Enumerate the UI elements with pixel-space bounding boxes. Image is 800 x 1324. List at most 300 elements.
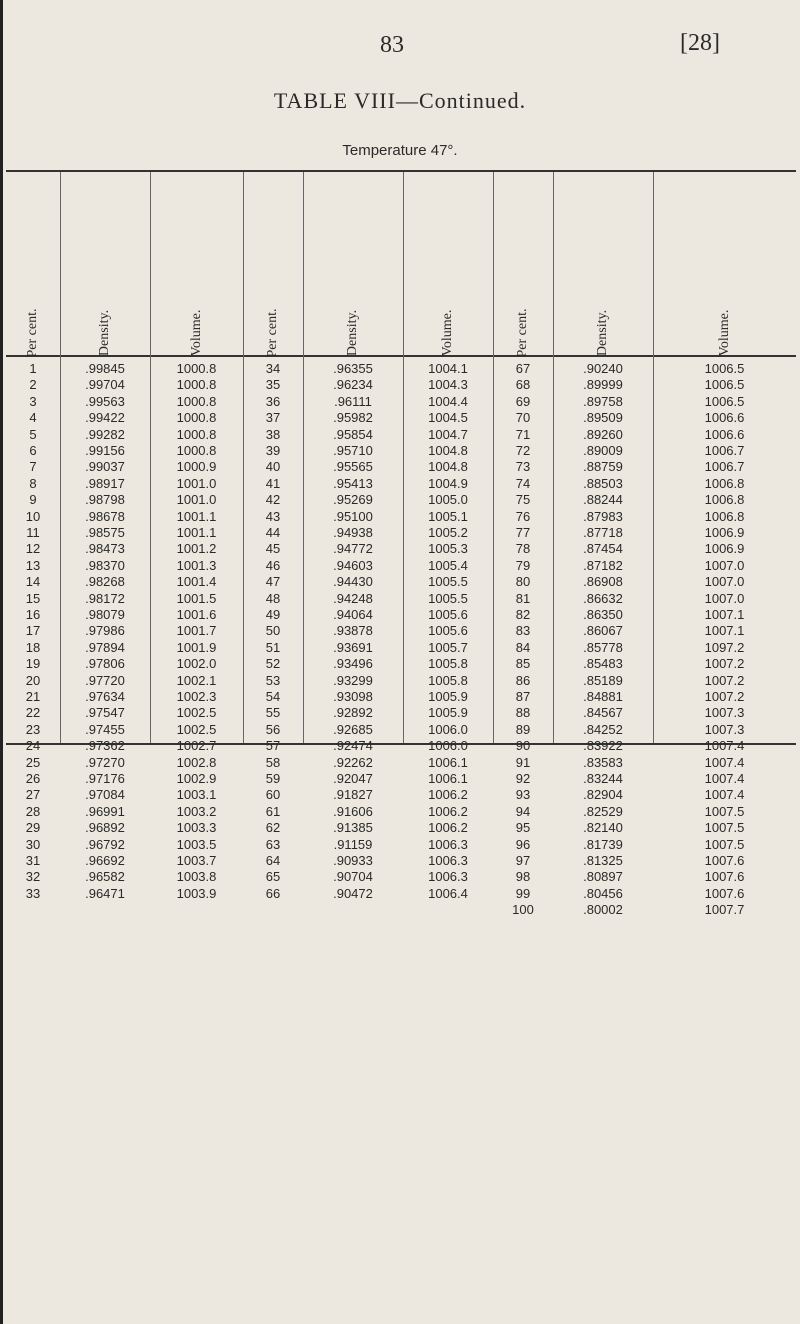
per-cent-cell: 18 [25,639,41,655]
density-cell: .96234 [333,377,373,393]
per-cent-cell: 87 [515,689,531,704]
per-cent-cell: 37 [265,410,281,426]
volume-cell: 1000.8 [176,410,217,426]
density-cell: .92047 [333,771,373,786]
volume-cell: 1004.8 [428,443,468,458]
density-cell: .97270 [85,754,125,770]
volume-cell: 1005.5 [428,574,468,590]
volume-cell: 1002.7 [176,738,217,754]
density-cell: .92892 [333,705,373,721]
density-cell: .89260 [583,426,623,442]
density-cell: .95413 [333,475,373,491]
density-cell: .89009 [583,443,623,458]
volume-cell: 1000.8 [176,426,217,442]
per-cent-cell: 9 [29,492,37,508]
per-cent-cell: 5 [29,426,37,442]
per-cent-cell: 89 [515,721,531,737]
per-cent-cell: 15 [25,590,41,606]
per-cent-cell: 16 [25,607,41,622]
density-cell: .97455 [85,721,125,737]
column-header-label: Volume. [716,309,732,357]
table-header-rule [6,355,796,357]
per-cent-cell: 29 [25,820,41,836]
density-cell: .90472 [333,885,373,901]
column-header-label: Per cent. [25,308,40,358]
volume-cell: 1007.3 [704,705,745,721]
per-cent-cell: 75 [515,492,531,508]
per-cent-cell: 10 [25,508,41,524]
volume-cell: 1005.9 [428,705,468,721]
volume-cell: 1006.6 [704,410,745,426]
volume-cell: 1006.8 [704,508,745,524]
volume-cell: 1004.4 [428,393,468,409]
density-cell: .95100 [333,508,373,524]
volume-cell: 1005.4 [428,557,468,573]
per-cent-cell: 34 [265,361,281,376]
column-header [653,172,796,355]
volume-cell: 1006.3 [428,853,468,868]
per-cent-cell: 64 [265,853,281,868]
per-cent-cell: 33 [25,885,41,901]
volume-cell: 1001.7 [176,623,217,639]
density-cell: .87182 [583,557,623,573]
density-cell: .93098 [333,689,373,704]
per-cent-cell: 31 [25,853,41,868]
per-cent-cell: 39 [265,443,281,458]
volume-cell: 1002.8 [176,754,217,770]
page-left-edge [0,0,3,1324]
column-header [150,172,243,355]
volume-cell: 1003.9 [176,885,217,901]
density-cell: .94248 [333,590,373,606]
density-cell: .91606 [333,803,373,819]
density-cell: .80456 [583,885,623,901]
per-cent-cell: 93 [515,787,531,803]
volume-cell: 1003.1 [176,787,217,803]
density-cell: .93878 [333,623,373,639]
density-cell: .88503 [583,475,623,491]
per-cent-cell: 56 [265,721,281,737]
volume-cell: 1000.8 [176,393,217,409]
per-cent-cell: 6 [29,443,37,458]
density-cell: .86350 [583,607,623,622]
density-cell: .90933 [333,853,373,868]
per-cent-cell: 26 [25,771,41,786]
per-cent-cell: 41 [265,475,281,491]
per-cent-cell: 63 [265,836,281,852]
per-cent-cell: 84 [515,639,531,655]
volume-cell: 1007.6 [704,853,745,868]
volume-cell: 1006.2 [428,803,468,819]
density-cell: .96582 [85,869,125,885]
density-cell: .96991 [85,803,125,819]
per-cent-cell: 2 [29,377,37,393]
density-cell: .86632 [583,590,623,606]
density-cell: .89509 [583,410,623,426]
density-cell: .93496 [333,656,373,672]
volume-cell: 1006.1 [428,754,468,770]
volume-cell: 1007.2 [704,689,745,704]
volume-cell: 1005.2 [428,525,468,540]
column-header-label: Volume. [188,309,204,357]
per-cent-cell: 42 [265,492,281,508]
density-cell: .97634 [85,689,125,704]
volume-cell: 1007.1 [704,607,745,622]
density-cell: .98473 [85,541,125,557]
volume-cell: 1003.8 [176,869,217,885]
volume-cell: 1007.6 [704,885,745,901]
column-header-label: Density. [97,309,112,357]
volume-cell: 1004.5 [428,410,468,426]
per-cent-cell: 94 [515,803,531,819]
volume-cell: 1004.9 [428,475,468,491]
per-cent-cell: 73 [515,459,531,475]
density-cell: .90704 [333,869,373,885]
volume-cell: 1006.0 [428,721,468,737]
volume-cell: 1004.3 [428,377,468,393]
density-cell: .95565 [333,459,373,475]
volume-cell: 1007.1 [704,623,745,639]
volume-cell: 1003.2 [176,803,217,819]
density-cell: .95982 [333,410,373,426]
volume-cell: 1007.4 [704,754,745,770]
per-cent-cell: 24 [25,738,41,754]
density-cell: .98678 [85,508,125,524]
per-cent-cell: 62 [265,820,281,836]
volume-cell: 1005.9 [428,689,468,704]
per-cent-cell: 52 [265,656,281,672]
volume-cell: 1005.8 [428,672,468,688]
density-cell: .98268 [85,574,125,590]
density-cell: .83244 [583,771,623,786]
column-header-label: Density. [345,309,360,357]
volume-cell: 1002.3 [176,689,217,704]
per-cent-cell: 81 [515,590,531,606]
volume-cell: 1006.0 [428,738,468,754]
data-table [6,170,796,918]
volume-cell: 1007.3 [704,721,745,737]
volume-cell: 1005.1 [428,508,468,524]
per-cent-cell: 58 [265,754,281,770]
density-cell: .93691 [333,639,373,655]
per-cent-cell: 53 [265,672,281,688]
per-cent-cell: 48 [265,590,281,606]
density-cell: .96111 [334,393,372,409]
density-cell: .96355 [333,361,373,376]
per-cent-cell: 76 [515,508,531,524]
density-cell: .99037 [85,459,125,475]
volume-cell: 1006.3 [428,869,468,885]
volume-cell: 1005.0 [428,492,468,508]
volume-cell: 1006.1 [428,771,468,786]
density-cell: .98370 [85,557,125,573]
volume-cell: 1005.7 [428,639,468,655]
volume-cell: 1006.4 [428,885,468,901]
per-cent-cell: 98 [515,869,531,885]
density-cell: .80002 [583,902,623,918]
per-cent-cell: 19 [25,656,41,672]
per-cent-cell: 92 [515,771,531,786]
per-cent-cell: 45 [265,541,281,557]
per-cent-cell: 54 [265,689,281,704]
density-cell: .97176 [85,771,125,786]
per-cent-cell: 70 [515,410,531,426]
density-cell: .89999 [583,377,623,393]
per-cent-cell: 99 [515,885,531,901]
density-cell: .94938 [333,525,373,540]
volume-cell: 1004.8 [428,459,468,475]
volume-cell: 1007.2 [704,672,745,688]
column-header [403,172,493,355]
volume-cell: 1007.5 [704,803,745,819]
density-cell: .92474 [333,738,373,754]
volume-cell: 1001.1 [176,525,217,540]
density-cell: .82140 [583,820,623,836]
density-cell: .87718 [583,525,623,540]
density-cell: .97720 [85,672,125,688]
density-cell: .91385 [333,820,373,836]
column-header [243,172,303,358]
per-cent-cell: 71 [515,426,531,442]
density-cell: .94064 [333,607,373,622]
density-cell: .93299 [333,672,373,688]
per-cent-cell: 68 [515,377,531,393]
column-header [6,172,60,358]
volume-cell: 1007.7 [704,902,745,918]
per-cent-cell: 91 [515,754,531,770]
table-title: TABLE VIII—Continued. [273,88,527,113]
density-cell: .99704 [85,377,125,393]
density-cell: .86067 [583,623,623,639]
volume-cell: 1005.6 [428,623,468,639]
density-cell: .84567 [583,705,623,721]
density-cell: .98079 [85,607,125,622]
column-header [493,172,553,358]
density-cell: .97084 [85,787,125,803]
per-cent-cell: 97 [515,853,531,868]
density-cell: .85483 [583,656,623,672]
per-cent-cell: 32 [25,869,41,885]
volume-cell: 1000.8 [176,361,217,376]
volume-cell: 1001.3 [176,557,217,573]
volume-cell: 1005.5 [428,590,468,606]
density-cell: .81739 [583,836,623,852]
per-cent-cell: 11 [26,525,40,540]
density-cell: .95710 [333,443,373,458]
per-cent-cell: 100 [512,902,534,918]
density-cell: .84252 [583,721,623,737]
density-cell: .87454 [583,541,623,557]
per-cent-cell: 40 [265,459,281,475]
per-cent-cell: 17 [25,623,41,639]
density-cell: .88759 [583,459,623,475]
volume-cell: 1005.3 [428,541,468,557]
volume-cell: 1006.5 [704,377,745,393]
density-cell: .85189 [583,672,623,688]
volume-cell: 1001.2 [176,541,217,557]
volume-cell: 1006.5 [704,393,745,409]
per-cent-cell: 3 [29,393,37,409]
per-cent-cell: 43 [265,508,281,524]
density-cell: .96792 [85,836,125,852]
volume-cell: 1001.9 [176,639,217,655]
volume-cell: 1002.5 [176,705,217,721]
per-cent-cell: 28 [25,803,41,819]
density-cell: .83583 [583,754,623,770]
per-cent-cell: 79 [515,557,531,573]
volume-cell: 1001.6 [176,607,217,622]
column-header-label: Per cent. [515,308,530,358]
volume-cell: 1001.0 [176,492,217,508]
density-cell: .94603 [333,557,373,573]
volume-cell: 1001.0 [176,475,217,491]
per-cent-cell: 27 [25,787,41,803]
volume-cell: 1007.5 [704,820,745,836]
per-cent-cell: 96 [515,836,531,852]
density-cell: .97806 [85,656,125,672]
table-subtitle: Temperature 47°. [342,142,458,159]
per-cent-cell: 51 [265,639,281,655]
per-cent-cell: 88 [515,705,531,721]
density-cell: .98172 [85,590,125,606]
per-cent-cell: 30 [25,836,41,852]
per-cent-cell: 67 [515,361,531,376]
volume-cell: 1002.5 [176,721,217,737]
volume-cell: 1007.5 [704,836,745,852]
per-cent-cell: 90 [515,738,531,754]
column-header-label: Volume. [440,309,455,357]
page-number: 83 [380,32,404,58]
column-header [553,172,653,355]
density-cell: .99282 [85,426,125,442]
per-cent-cell: 80 [515,574,531,590]
volume-cell: 1005.8 [428,656,468,672]
density-cell: .81325 [583,853,623,868]
volume-cell: 1007.0 [704,590,745,606]
volume-cell: 1005.6 [428,607,468,622]
volume-cell: 1001.4 [176,574,217,590]
per-cent-cell: 47 [265,574,281,590]
volume-cell: 1000.8 [176,443,217,458]
density-cell: .82529 [583,803,623,819]
volume-cell: 1006.7 [704,443,745,458]
density-cell: .90240 [583,361,623,376]
per-cent-cell: 49 [265,607,281,622]
density-cell: .96892 [85,820,125,836]
volume-cell: 1003.5 [176,836,217,852]
volume-cell: 1001.1 [176,508,217,524]
per-cent-cell: 60 [265,787,281,803]
per-cent-cell: 57 [265,738,281,754]
volume-cell: 1006.8 [704,492,745,508]
volume-cell: 1006.7 [704,459,745,475]
per-cent-cell: 72 [515,443,531,458]
per-cent-cell: 86 [515,672,531,688]
per-cent-cell: 46 [265,557,281,573]
volume-cell: 1007.0 [704,557,745,573]
density-cell: .87983 [583,508,623,524]
density-cell: .80897 [583,869,623,885]
density-cell: .97547 [85,705,125,721]
density-cell: .96471 [85,885,125,901]
volume-cell: 1006.8 [704,475,745,491]
per-cent-cell: 23 [25,721,41,737]
density-cell: .98917 [85,475,125,491]
density-cell: .86908 [583,574,623,590]
bracket-page-number: [28] [680,30,720,56]
density-cell: .95854 [333,426,373,442]
per-cent-cell: 59 [265,771,281,786]
volume-cell: 1097.2 [704,639,745,655]
density-cell: .89758 [583,393,623,409]
per-cent-cell: 38 [265,426,281,442]
volume-cell: 1006.2 [428,820,468,836]
density-cell: .95269 [333,492,373,508]
per-cent-cell: 25 [25,754,41,770]
volume-cell: 1002.1 [176,672,217,688]
per-cent-cell: 50 [265,623,281,639]
column-header [303,172,403,355]
per-cent-cell: 69 [515,393,531,409]
per-cent-cell: 82 [515,607,531,622]
per-cent-cell: 35 [265,377,281,393]
per-cent-cell: 20 [25,672,41,688]
per-cent-cell: 95 [515,820,531,836]
per-cent-cell: 85 [515,656,531,672]
column-header-label: Per cent. [265,308,280,358]
density-cell: .94772 [333,541,373,557]
per-cent-cell: 65 [265,869,281,885]
volume-cell: 1002.0 [176,656,217,672]
density-cell: .84881 [583,689,623,704]
volume-cell: 1007.4 [704,787,745,803]
column-header-label: Density. [595,309,610,357]
volume-cell: 1007.4 [704,738,745,754]
per-cent-cell: 1 [29,361,37,376]
volume-cell: 1006.9 [704,541,745,557]
density-cell: .99422 [85,410,125,426]
per-cent-cell: 21 [25,689,41,704]
per-cent-cell: 83 [515,623,531,639]
per-cent-cell: 44 [265,525,281,540]
density-cell: .97986 [85,623,125,639]
volume-cell: 1007.4 [704,771,745,786]
volume-cell: 1007.2 [704,656,745,672]
density-cell: .91159 [333,836,373,852]
density-cell: .99563 [85,393,125,409]
volume-cell: 1007.0 [704,574,745,590]
volume-cell: 1006.9 [704,525,745,540]
density-cell: .82904 [583,787,623,803]
volume-cell: 1002.9 [176,771,217,786]
density-cell: .99156 [85,443,125,458]
volume-cell: 1000.9 [176,459,217,475]
density-cell: .91827 [333,787,373,803]
density-cell: .98575 [85,525,125,540]
volume-cell: 1007.6 [704,869,745,885]
volume-cell: 1003.3 [176,820,217,836]
volume-cell: 1006.5 [704,361,745,376]
density-cell: .85778 [583,639,623,655]
per-cent-cell: 7 [29,459,37,475]
density-cell: .94430 [333,574,373,590]
density-cell: .88244 [583,492,623,508]
density-cell: .96692 [85,853,125,868]
volume-cell: 1006.3 [428,836,468,852]
per-cent-cell: 78 [515,541,531,557]
volume-cell: 1006.2 [428,787,468,803]
density-cell: .97362 [85,738,125,754]
